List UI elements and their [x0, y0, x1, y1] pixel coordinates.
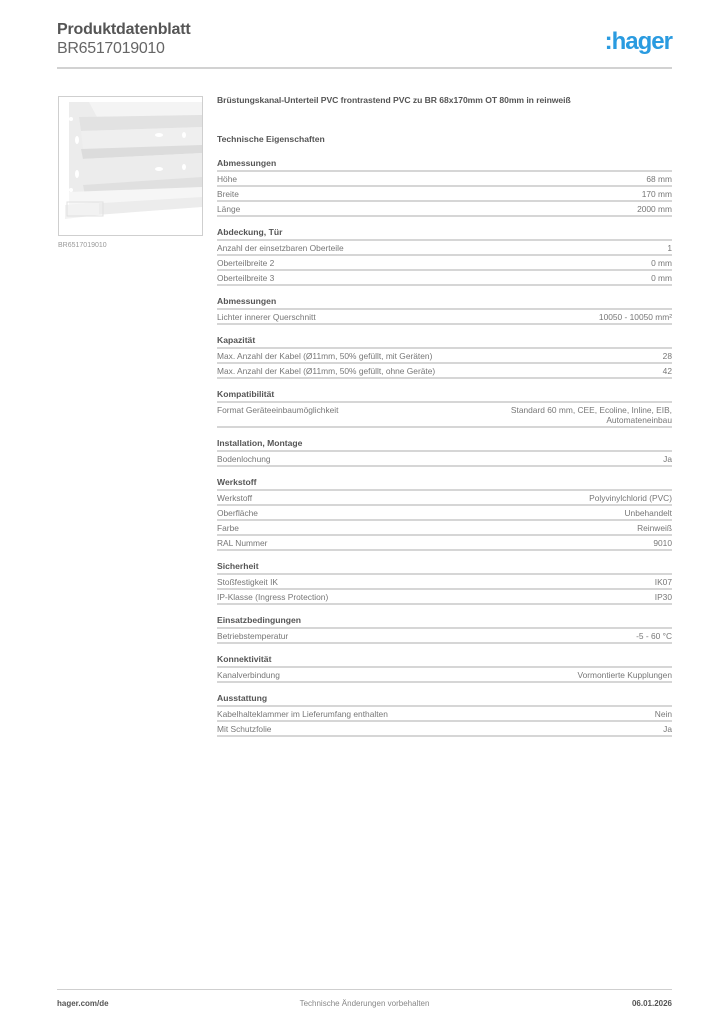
- spec-row: [217, 349, 672, 364]
- cable-duct-illustration: [59, 97, 202, 235]
- spec-value: IP30: [654, 592, 672, 602]
- spec-value: 1: [667, 243, 672, 253]
- header-divider: [57, 67, 672, 69]
- spec-label: Oberteilbreite 2: [217, 258, 275, 268]
- section-title: Abdeckung, Tür: [217, 227, 672, 241]
- spec-label: Betriebstemperatur: [217, 631, 289, 641]
- spec-label: Breite: [217, 189, 239, 199]
- spec-label: Anzahl der einsetzbaren Oberteile: [217, 243, 344, 253]
- spec-row: [217, 241, 672, 256]
- document-title: Produktdatenblatt: [57, 21, 191, 38]
- spec-sections: [217, 158, 672, 737]
- spec-row: [217, 521, 672, 536]
- spec-label: Oberfläche: [217, 508, 258, 518]
- footer-date: 06.01.2026: [631, 999, 672, 1008]
- spec-section: [217, 296, 672, 325]
- spec-value: Polyvinylchlorid (PVC): [589, 493, 672, 503]
- spec-label: Kanalverbindung: [217, 670, 280, 680]
- spec-value: IK07: [654, 577, 672, 587]
- spec-value: Ja: [663, 724, 672, 734]
- section-title: Einsatzbedingungen: [217, 615, 672, 629]
- product-image: [58, 96, 203, 236]
- spec-section: [217, 693, 672, 737]
- spec-value: 42: [662, 366, 672, 376]
- spec-row: [217, 722, 672, 737]
- spec-value: Reinweiß: [637, 523, 672, 533]
- section-title: Kompatibilität: [217, 389, 672, 403]
- spec-row: [217, 310, 672, 325]
- footer-website-link[interactable]: hager.com/de: [57, 999, 109, 1008]
- spec-label: Format Geräteeinbaumöglichkeit: [217, 405, 339, 415]
- spec-section: [217, 561, 672, 605]
- spec-row: [217, 403, 672, 428]
- spec-row: [217, 590, 672, 605]
- spec-section: [217, 615, 672, 644]
- document-header: [57, 20, 672, 58]
- section-title: Abmessungen: [217, 158, 672, 172]
- spec-section: [217, 477, 672, 551]
- spec-section: [217, 227, 672, 286]
- spec-value: Standard 60 mm, CEE, Ecoline, Inline, EIB, Automateneinbau: [510, 405, 672, 425]
- spec-label: Stoßfestigkeit IK: [217, 577, 278, 587]
- spec-section: [217, 389, 672, 428]
- spec-section: [217, 654, 672, 683]
- spec-value: 28: [662, 351, 672, 361]
- spec-value: Vormontierte Kupplungen: [577, 670, 672, 680]
- spec-value: 2000 mm: [637, 204, 672, 214]
- product-description: Brüstungskanal-Unterteil PVC frontrastend PVC zu BR 68x170mm OT 80mm in reinweiß: [217, 95, 571, 105]
- spec-value: 68 mm: [646, 174, 672, 184]
- spec-value: Nein: [654, 709, 672, 719]
- spec-label: Max. Anzahl der Kabel (Ø11mm, 50% gefüllt, ohne Geräte): [217, 366, 436, 376]
- product-content: [217, 95, 672, 747]
- spec-value: 10050 - 10050 mm²: [598, 312, 672, 322]
- spec-label: Mit Schutzfolie: [217, 724, 272, 734]
- spec-row: [217, 668, 672, 683]
- spec-section: [217, 158, 672, 217]
- spec-value: -5 - 60 °C: [636, 631, 672, 641]
- spec-row: [217, 707, 672, 722]
- section-title: Werkstoff: [217, 477, 672, 491]
- spec-row: [217, 271, 672, 286]
- section-title: Ausstattung: [217, 693, 672, 707]
- product-id: BR6517019010: [57, 40, 165, 57]
- section-title: Installation, Montage: [217, 438, 672, 452]
- spec-row: [217, 575, 672, 590]
- section-title: Kapazität: [217, 335, 672, 349]
- spec-label: Kabelhalteklammer im Lieferumfang enthalten: [217, 709, 388, 719]
- technical-properties-title: Technische Eigenschaften: [217, 134, 325, 144]
- section-title: Konnektivität: [217, 654, 672, 668]
- spec-label: Werkstoff: [217, 493, 253, 503]
- spec-label: Länge: [217, 204, 241, 214]
- footer-divider: [57, 989, 672, 990]
- spec-row: [217, 172, 672, 187]
- spec-row: [217, 256, 672, 271]
- spec-label: Max. Anzahl der Kabel (Ø11mm, 50% gefüllt, mit Geräten): [217, 351, 433, 361]
- spec-label: Bodenlochung: [217, 454, 271, 464]
- spec-label: IP-Klasse (Ingress Protection): [217, 592, 329, 602]
- footer-disclaimer: Technische Änderungen vorbehalten: [299, 999, 430, 1008]
- spec-section: [217, 438, 672, 467]
- spec-row: [217, 202, 672, 217]
- section-title: Sicherheit: [217, 561, 672, 575]
- spec-value: 170 mm: [641, 189, 672, 199]
- spec-row: [217, 506, 672, 521]
- spec-label: Oberteilbreite 3: [217, 273, 275, 283]
- spec-label: Höhe: [217, 174, 238, 184]
- spec-label: Lichter innerer Querschnitt: [217, 312, 316, 322]
- image-caption: BR6517019010: [58, 242, 107, 249]
- spec-value: 0 mm: [651, 273, 672, 283]
- spec-label: Farbe: [217, 523, 239, 533]
- spec-row: [217, 187, 672, 202]
- spec-row: [217, 452, 672, 467]
- spec-row: [217, 491, 672, 506]
- spec-row: [217, 629, 672, 644]
- spec-value: 0 mm: [651, 258, 672, 268]
- hager-logo: :hager: [604, 28, 672, 55]
- section-title: Abmessungen: [217, 296, 672, 310]
- spec-section: [217, 335, 672, 379]
- spec-value: 9010: [653, 538, 672, 548]
- spec-value: Ja: [663, 454, 672, 464]
- spec-row: [217, 364, 672, 379]
- spec-value: Unbehandelt: [624, 508, 672, 518]
- spec-label: RAL Nummer: [217, 538, 268, 548]
- spec-row: [217, 536, 672, 551]
